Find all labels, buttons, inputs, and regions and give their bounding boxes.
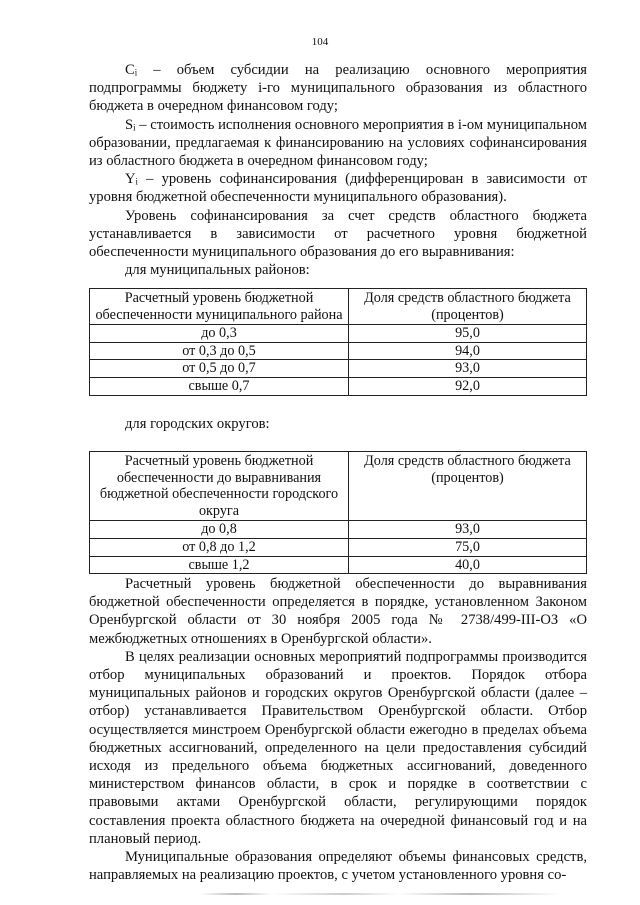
table-cell: 75,0	[349, 538, 587, 556]
paragraph: Муниципальные образования определяют объемы финансовых средств, направляемых на реализацию проектов, с учетом установленного уровня со-	[89, 849, 587, 884]
intro-text	[89, 61, 587, 279]
closing-text	[89, 575, 587, 884]
districts-label: для муниципальных районов:	[125, 262, 310, 279]
paragraph: Уровень софинансирования за счет средств областного бюджета устанавливается в зависимости от расчетного уровня бюджетной обеспеченности муниципального образования до его выравнивания:	[89, 207, 587, 261]
table-cell: 94,0	[349, 342, 587, 360]
table-row	[90, 342, 587, 360]
table-cell: свыше 1,2	[90, 556, 349, 574]
page-number: 104	[311, 36, 329, 48]
table-row	[90, 521, 587, 539]
table-cell: до 0,3	[90, 325, 349, 343]
table-cell: 93,0	[349, 521, 587, 539]
table-header-cell: Расчетный уровень бюджетной обеспеченности муниципального района	[90, 289, 349, 325]
table-cell: от 0,8 до 1,2	[90, 538, 349, 556]
table-cell: 93,0	[349, 360, 587, 378]
table-row	[90, 360, 587, 378]
table-header-cell: Доля средств областного бюджета (процентов)	[349, 452, 587, 521]
paragraph: В целях реализации основных мероприятий подпрограммы производится отбор муниципальных образований и проектов. Порядок отбора муниципальных районов и городских округов Оренбургской области (далее – отбор) устанавливается Правительством Оренбургской области. Отбор осуществляется минстроем Оренбургской области ежегодно в пределах объема бюджетных ассигнований, определенного на цели предоставления субсидий исходя из предельного объема бюджетных ассигнований, доведенного министерством финансов области, в срок и порядке в соответствии с правовыми актами Оренбургской области, регулирующими порядок составления проекта областного бюджета на очередной финансовый год и на плановый период.	[89, 648, 587, 847]
table-cell: от 0,5 до 0,7	[90, 360, 349, 378]
table-header-cell: Расчетный уровень бюджетной обеспеченности до выравнивания бюджетной обеспеченности городского округа	[90, 452, 349, 521]
paragraph: Yᵢ – уровень софинансирования (дифференцирован в зависимости от уровня бюджетной обеспеченности муниципального образования).	[89, 171, 587, 206]
table-cell: 95,0	[349, 325, 587, 343]
okrugs-label: для городских округов:	[125, 416, 270, 432]
table-cell: 92,0	[349, 377, 587, 395]
table-row	[90, 538, 587, 556]
table-header-row	[90, 289, 587, 325]
table-row	[90, 556, 587, 574]
table-cell: свыше 0,7	[90, 377, 349, 395]
paragraph: Sᵢ – стоимость исполнения основного мероприятия в i-ом муниципальном образовании, предлагаемая к финансированию на условиях софинансирования из областного бюджета в очередном финансовом году;	[89, 116, 587, 170]
okrugs-label-wrap	[89, 415, 587, 433]
table-cell: 40,0	[349, 556, 587, 574]
table-cell: до 0,8	[90, 521, 349, 539]
table-row	[90, 377, 587, 395]
table-row	[90, 325, 587, 343]
table-cell: от 0,3 до 0,5	[90, 342, 349, 360]
districts-table	[89, 288, 587, 396]
paragraph: Расчетный уровень бюджетной обеспеченности до выравнивания бюджетной обеспеченности определяется в порядке, установленном Законом Оренбургской области от 30 ноября 2005 года № 2738/499-III-ОЗ «О межбюджетных отношениях в Оренбургской области».	[89, 576, 587, 647]
okrugs-table	[89, 451, 587, 574]
paragraph: Cᵢ – объем субсидии на реализацию основного мероприятия подпрограммы бюджету i-го муниципального образования из областного бюджета в очередном финансовом году;	[89, 62, 587, 115]
table-header-cell: Доля средств областного бюджета (процентов)	[349, 289, 587, 325]
table-header-row	[90, 452, 587, 521]
scan-artifact	[200, 893, 560, 895]
